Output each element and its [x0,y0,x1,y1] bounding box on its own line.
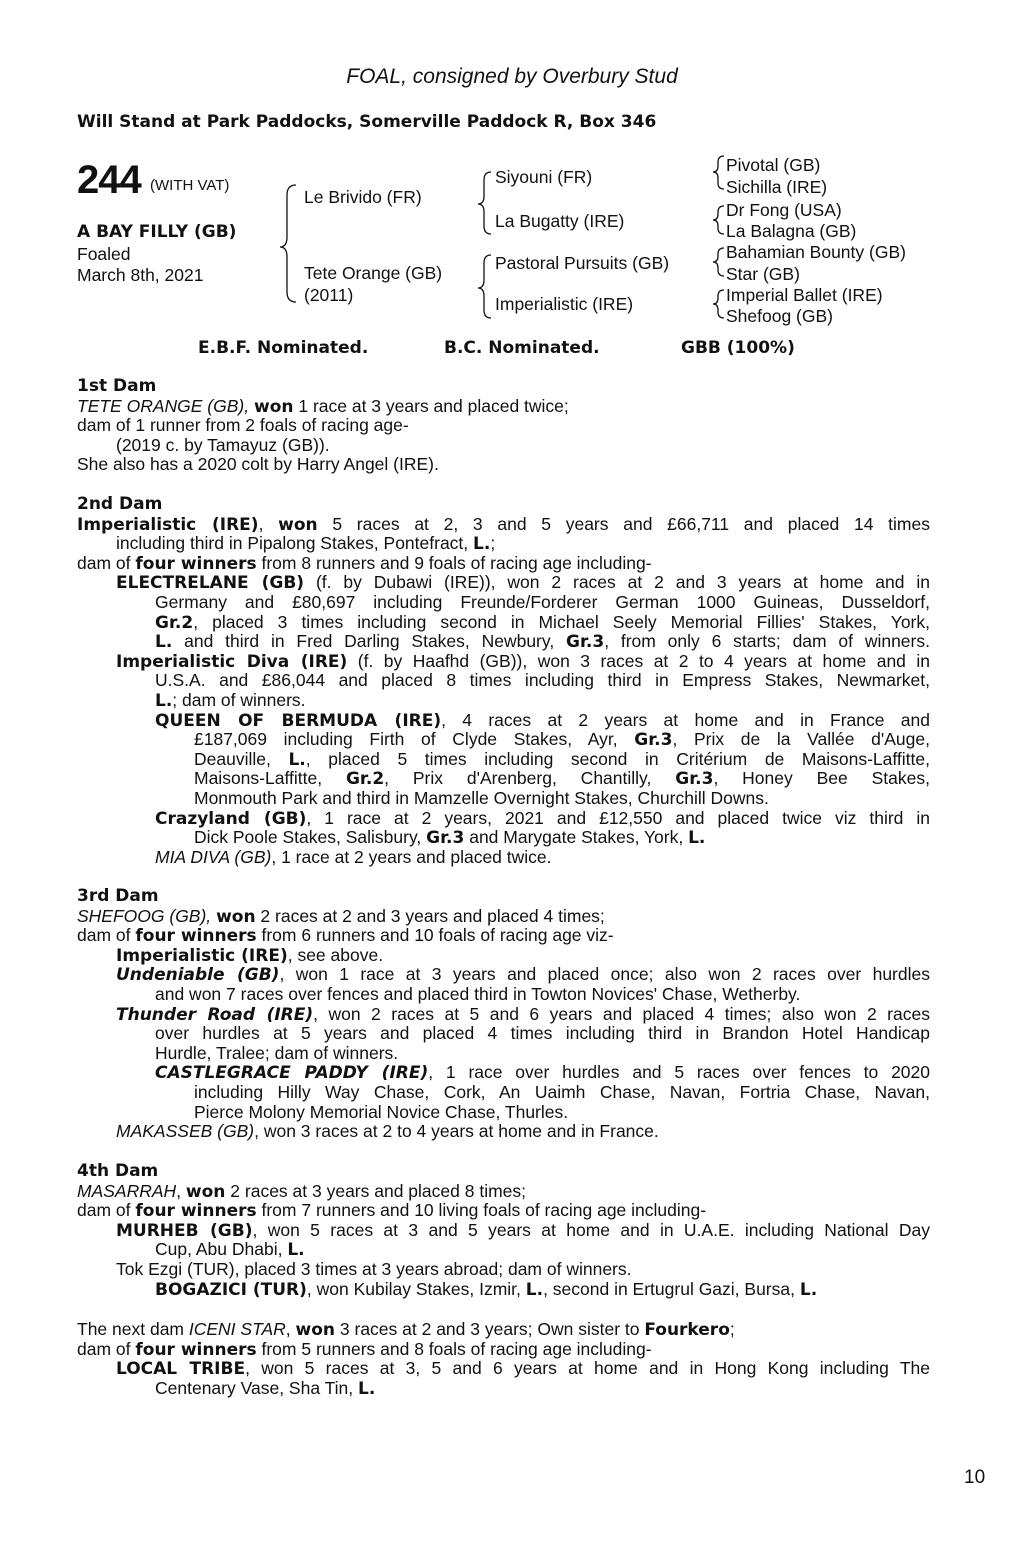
text-line [77,1201,930,1221]
horse-name: Imperialistic Diva (IRE) [116,651,348,672]
grade: L. [358,1378,376,1399]
text-line [116,1005,930,1025]
pedigree-g3-3: Dr Fong (USA) [726,200,842,220]
pedigree-g3-2: Sichilla (IRE) [726,177,828,197]
race-record: (f. by Dubawi (IRE)), won 2 races at 2 and 3 years at home and in [304,572,930,593]
next-dam-section [77,1320,930,1398]
race-record: , won 5 races at 3 and 5 years at home and in U.A.E. including National Day [252,1219,930,1240]
bracket-g3-2 [713,206,724,234]
race-record: ; dam of winners. [172,689,306,710]
won-label: won [278,514,318,535]
pedigree-sire-dam: La Bugatty (IRE) [495,211,625,231]
pedigree-g3-6: Star (GB) [726,264,800,284]
foaled-date: March 8th, 2021 [77,265,204,285]
grade: L. [799,1279,818,1300]
won-label: won [216,906,256,927]
text-line [155,1063,930,1083]
text-line [116,1359,930,1379]
race-record: 2 races at 2 and 3 years and placed 4 times; [255,905,605,926]
text-line: Germany and £80,697 including Freunde/Forderer German 1000 Guineas, Dusseldorf, [155,591,930,612]
bracket-g3-4 [713,290,724,318]
text-line [155,848,930,868]
grade: Gr.3 [426,828,465,849]
pedigree-g3-1: Pivotal (GB) [726,155,821,175]
text-line [77,907,930,927]
horse-name: Undeniable (GB) [116,965,280,986]
pedigree-dam-sire: Pastoral Pursuits (GB) [495,253,670,273]
vat-note: (WITH VAT) [150,177,230,194]
text-line [77,1320,930,1340]
race-record: , Honey Bee Stakes, [713,768,930,789]
race-record: , won 2 races at 5 and 6 years and placed 4 times; also won 2 races [313,1003,930,1024]
horse-name: SHEFOOG (GB), [77,905,212,926]
text-line [194,750,930,770]
bracket-dam [478,255,491,318]
race-record: including third in Pipalong Stakes, Pontefract, [116,533,474,554]
text-line: dam of 1 runner from 2 foals of racing age- [77,415,409,436]
section-heading: 3rd Dam [77,886,159,906]
horse-name: BOGAZICI (TUR) [155,1279,307,1300]
punct: , [285,1319,296,1339]
page-number: 10 [964,1467,986,1488]
race-record: and Marygate Stakes, York, [464,827,689,848]
fourth-dam-section [77,1162,930,1299]
section-heading: 4th Dam [77,1161,159,1181]
text-line: (2019 c. by Tamayuz (GB)). [116,434,330,455]
foaled-label: Foaled [77,244,131,264]
race-record: (f. by Haafhd (GB)), won 3 races at 2 to 4 years at home and in [347,650,930,671]
race-record: and third in Fred Darling Stakes, Newbury, [172,631,566,652]
pedigree-sire: Le Brivido (FR) [304,187,422,207]
horse-name: QUEEN OF BERMUDA (IRE) [155,710,442,731]
race-record: 2 races at 3 years and placed 8 times; [225,1180,526,1201]
text-line [155,1379,930,1399]
text-line [155,711,930,731]
text-line: Hurdle, Tralee; dam of winners. [155,1042,399,1063]
race-record: , won Kubilay Stakes, Izmir, [306,1278,526,1299]
text-line [116,1122,930,1142]
text-line [77,397,930,417]
text-line [155,632,930,652]
winners-count: four winners [135,1201,257,1222]
grade: Gr.2 [345,769,385,790]
pedigree-g3-8: Shefoog (GB) [726,306,833,326]
horse-name: CASTLEGRACE PADDY (IRE) [155,1063,429,1084]
race-record: , 1 race at 2 years, 2021 and £12,550 and placed twice viz third in [306,807,931,828]
text-line [155,613,930,633]
race-record: , placed 3 times including second in Michael Seely Memorial Fillies' Stakes, York, [193,611,930,632]
pedigree-sire-sire: Siyouni (FR) [495,167,593,187]
text: dam of [77,552,136,573]
text: from 6 runners and 10 foals of racing age viz- [256,925,614,946]
text-line: Tok Ezgi (TUR), placed 3 times at 3 years abroad; dam of winners. [116,1258,632,1279]
horse-name: Fourkero [644,1320,730,1340]
bracket-g3-3 [713,248,724,276]
horse-name: Imperialistic (IRE) [77,514,259,535]
grade: Gr.3 [634,730,673,751]
grade: Gr.3 [566,632,605,653]
text: from 7 runners and 10 living foals of racing age including- [256,1200,707,1221]
winners-count: four winners [135,553,257,574]
grade: L. [525,1279,544,1300]
text-line: Monmouth Park and third in Mamzelle Overnight Stakes, Churchill Downs. [194,787,769,808]
race-record: £187,069 including Firth of Clyde Stakes, Ayr, [194,729,635,750]
grade: L. [288,749,306,770]
grade: L. [155,632,173,653]
text-line: U.S.A. and £86,044 and placed 8 times including third in Empress Stakes, Newmarket, [155,670,930,691]
punct: ; [490,533,496,554]
punct: , [176,1180,186,1201]
gbb-note: GBB (100%) [681,338,795,358]
text: from 8 runners and 9 foals of racing age including- [256,552,652,573]
race-record: 5 races at 2, 3 and 5 years and £66,711 and placed 14 times [317,513,930,534]
horse-name: LOCAL TRIBE [116,1359,246,1380]
text: The next dam [77,1319,189,1339]
text-line [116,573,930,593]
text-line: and won 7 races over fences and placed third in Towton Novices' Chase, Wetherby. [155,983,801,1004]
text-line [77,926,930,946]
text: from 5 runners and 8 foals of racing age including- [256,1338,652,1359]
page-header: FOAL, consigned by Overbury Stud [346,65,678,88]
ebf-nomination: E.B.F. Nominated. [198,338,369,358]
race-record: Deauville, [194,748,289,769]
horse-name: Thunder Road (IRE) [116,1004,314,1025]
horse-name: ICENI STAR [188,1319,286,1339]
third-dam-section [77,887,930,1142]
section-heading: 1st Dam [77,376,157,396]
text-line [77,1340,930,1360]
horse-name: Crazyland (GB) [155,808,307,829]
bc-nomination: B.C. Nominated. [444,338,600,358]
race-record: , placed 5 times including second in Critérium de Maisons-Laffitte, [305,748,930,769]
winners-count: four winners [135,1339,257,1360]
punct: , [258,513,264,534]
text: dam of [77,925,136,946]
race-record: , from only 6 starts; dam of winners. [604,631,930,652]
pedigree-dam-dam: Imperialistic (IRE) [495,294,634,314]
text-line [155,1240,930,1260]
text-line [194,730,930,750]
race-record: , second in Ertugrul Gazi, Bursa, [543,1278,800,1299]
horse-name: MURHEB (GB) [116,1220,253,1241]
pedigree-dam-year: (2011) [304,285,354,305]
race-record: , won 1 race at 3 years and placed once; also won 2 races over hurdles [279,964,930,985]
won-label: won [295,1320,336,1340]
race-record: Dick Poole Stakes, Salisbury, [194,827,427,848]
race-record: , 1 race at 2 years and placed twice. [271,846,552,867]
text-line [77,1182,930,1202]
race-record: 3 races at 2 and 3 years; Own sister to [335,1319,645,1339]
horse-name: MASARRAH [77,1180,177,1201]
text: dam of [77,1338,136,1359]
second-dam-section [77,495,930,867]
grade: L. [688,828,706,849]
grade: L. [473,534,491,555]
grade: Gr.2 [155,612,194,633]
text-line [116,1221,930,1241]
race-record: Cup, Abu Dhabi, [155,1239,288,1260]
won-label: won [253,396,294,417]
race-record: Centenary Vase, Sha Tin, [155,1377,358,1398]
race-record: , won 5 races at 3, 5 and 6 years at home and in Hong Kong including The [245,1358,930,1379]
stand-info: Will Stand at Park Paddocks, Somerville Paddock R, Box 346 [77,112,657,132]
text-line [155,691,930,711]
horse-name: ELECTRELANE (GB) [116,573,305,594]
race-record: 1 race at 3 years and placed twice; [293,395,569,416]
race-record: , Prix de la Vallée d'Auge, [672,729,930,750]
text-line: over hurdles at 5 years and placed 4 times including third in Brandon Hotel Handicap [155,1023,930,1044]
pedigree-g3-5: Bahamian Bounty (GB) [726,242,906,262]
section-heading: 2nd Dam [77,494,163,514]
filly-title: A BAY FILLY (GB) [77,222,237,242]
race-record: Maisons-Laffitte, [194,768,346,789]
race-record: , Prix d'Arenberg, Chantilly, [384,768,676,789]
race-record: , 4 races at 2 years at home and in France and [441,709,931,730]
text-line [77,554,930,574]
text-line [77,515,930,535]
race-record: , 1 race over hurdles and 5 races over fences to 2020 [428,1062,931,1083]
text: dam of [77,1200,136,1221]
horse-name: MAKASSEB (GB) [116,1121,255,1142]
text-line [155,1280,930,1300]
grade: L. [155,690,173,711]
text-line [116,652,930,672]
pedigree-g3-7: Imperial Ballet (IRE) [726,285,883,305]
grade: L. [287,1240,305,1261]
winners-count: four winners [135,926,257,947]
bracket-gen1 [280,185,296,302]
text-line [194,828,930,848]
lot-number: 244 [77,158,141,202]
horse-name: TETE ORANGE (GB), [77,395,250,416]
first-dam-section [77,377,930,475]
text-line [194,769,930,789]
text-line [116,965,930,985]
punct: ; [729,1319,735,1339]
horse-name: MIA DIVA (GB) [155,846,272,867]
pedigree-dam: Tete Orange (GB) [304,263,443,283]
bracket-g3-1 [713,156,724,189]
text-line [116,534,930,554]
won-label: won [185,1181,226,1202]
grade: Gr.3 [675,769,714,790]
pedigree-g3-4: La Balagna (GB) [726,221,857,241]
text-line: Pierce Molony Memorial Novice Chase, Thurles. [194,1101,569,1122]
text-line: including Hilly Way Chase, Cork, An Uaimh Chase, Navan, Fortria Chase, Navan, [194,1081,930,1102]
text-line: She also has a 2020 colt by Harry Angel (IRE). [77,454,439,475]
bracket-sire [478,172,491,234]
text-line [155,809,930,829]
text-line [116,946,930,966]
horse-name: Imperialistic (IRE) [116,945,288,966]
race-record: , won 3 races at 2 to 4 years at home and in France. [254,1121,659,1142]
race-record: , see above. [287,944,384,965]
